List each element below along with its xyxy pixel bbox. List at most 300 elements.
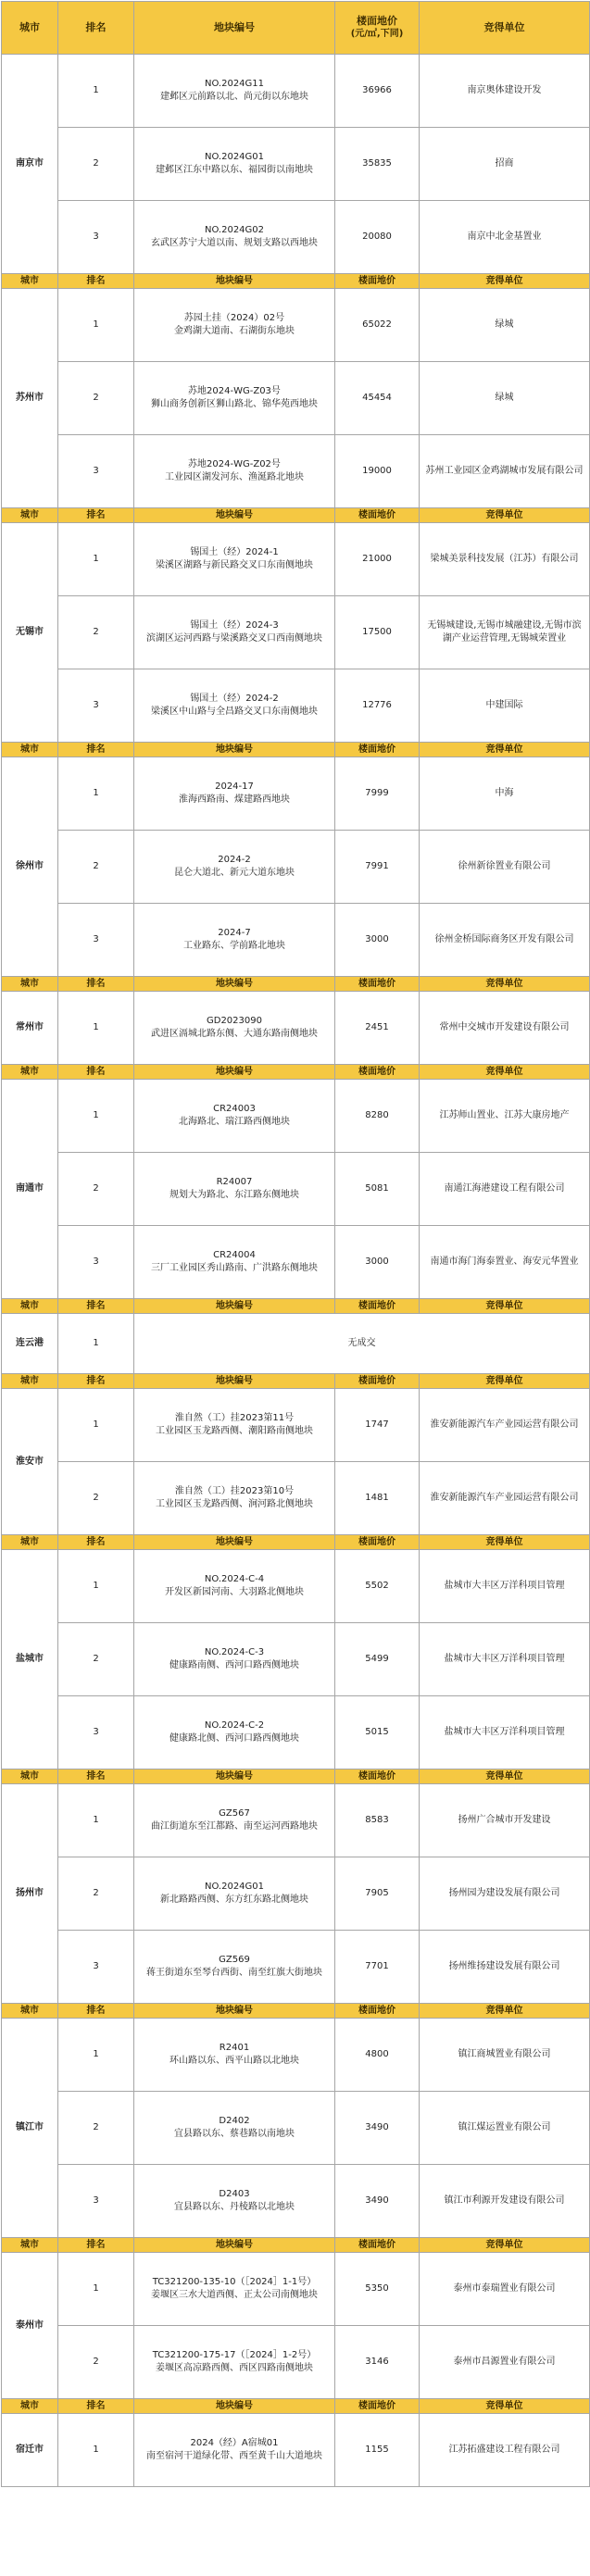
header-price-label: 楼面地价: [358, 2239, 395, 2250]
table-row: [2, 1550, 590, 1623]
header-row: [2, 2399, 590, 2414]
header-rank: 排名: [58, 2238, 134, 2253]
plot-cell: [134, 1080, 335, 1153]
header-price-label: 楼面地价: [358, 1066, 395, 1077]
table-row: [2, 289, 590, 362]
header-rank: 排名: [58, 1769, 134, 1784]
plot-location: 蒋王街道东至琴台西街、南至红旗大街地块: [146, 1968, 322, 1978]
winner-cell: 淮安新能源汽车产业园运营有限公司: [420, 1462, 590, 1535]
plot-cell: [134, 362, 335, 435]
price-cell: 5499: [335, 1623, 420, 1696]
header-price: [335, 2238, 420, 2253]
price-cell: 3000: [335, 1226, 420, 1299]
plot-location: 工业园区玉龙路西侧、潮阳路南侧地块: [156, 1426, 313, 1436]
rank-cell: 3: [58, 1696, 134, 1769]
plot-location: 三厂工业园区秀山路南、广洪路东侧地块: [151, 1263, 318, 1273]
header-winner: 竞得单位: [420, 508, 590, 523]
winner-cell: 徐州金桥国际商务区开发有限公司: [420, 904, 590, 977]
rank-cell: 3: [58, 904, 134, 977]
table-row: [2, 128, 590, 201]
rank-cell: 1: [58, 757, 134, 831]
table-row: [2, 669, 590, 743]
price-cell: 19000: [335, 435, 420, 508]
header-price-label: 楼面地价: [358, 1770, 395, 1782]
plot-cell: [134, 435, 335, 508]
plot-code: TC321200-135-10（［2024］1-1号）: [152, 2277, 317, 2287]
price-cell: 12776: [335, 669, 420, 743]
plot-location: 工业路东、学前路北地块: [183, 941, 285, 951]
header-winner: 竞得单位: [420, 1769, 590, 1784]
rank-cell: 2: [58, 2326, 134, 2399]
plot-code: 锡国土（经）2024-3: [190, 620, 279, 631]
table-row: [2, 435, 590, 508]
plot-code: 锡国土（经）2024-1: [190, 547, 279, 557]
rank-cell: 2: [58, 362, 134, 435]
plot-location: 开发区新园河南、大羽路北侧地块: [165, 1587, 304, 1597]
plot-location: 环山路以东、西平山路以北地块: [169, 2056, 299, 2066]
rank-cell: 1: [58, 1080, 134, 1153]
plot-location: 姜堰区高凉路西侧、西区四路南侧地块: [156, 2363, 313, 2373]
plot-location: 南至宿河干道绿化带、西至黄千山大道地块: [146, 2451, 322, 2461]
plot-location: 健康路北侧、西河口路西侧地块: [169, 1733, 299, 1744]
winner-cell: 苏州工业园区金鸡湖城市发展有限公司: [420, 435, 590, 508]
city-name: 淮安市: [2, 1389, 58, 1535]
plot-code: GD2023090: [207, 1016, 262, 1026]
plot-code: 2024-2: [218, 855, 251, 865]
header-price: [335, 977, 420, 992]
header-price: [335, 2399, 420, 2414]
price-cell: 2451: [335, 992, 420, 1065]
header-winner: 竞得单位: [420, 274, 590, 289]
table-row: [2, 596, 590, 669]
header-city: 城市: [2, 1769, 58, 1784]
rank-cell: 2: [58, 831, 134, 904]
plot-cell: [134, 1696, 335, 1769]
plot-code: 淮自然（工）挂2023第11号: [174, 1413, 295, 1423]
winner-cell: 徐州新徐置业有限公司: [420, 831, 590, 904]
header-plot: 地块编号: [134, 508, 335, 523]
rank-cell: 1: [58, 523, 134, 596]
winner-cell: 中海: [420, 757, 590, 831]
city-name: 盐城市: [2, 1550, 58, 1769]
winner-cell: 无锡城建设,无锡市城融建设,无锡市滨湖产业运营管理,无锡城荣置业: [420, 596, 590, 669]
header-rank: 排名: [58, 1535, 134, 1550]
winner-cell: 中建国际: [420, 669, 590, 743]
rank-cell: 1: [58, 1784, 134, 1857]
price-cell: 5350: [335, 2253, 420, 2326]
header-plot: 地块编号: [134, 2, 335, 55]
table-row: [2, 757, 590, 831]
winner-cell: 梁城美景科技发展（江苏）有限公司: [420, 523, 590, 596]
plot-cell: [134, 128, 335, 201]
header-city: 城市: [2, 274, 58, 289]
plot-code: TC321200-175-17（［2024］1-2号）: [152, 2350, 317, 2360]
header-winner: 竞得单位: [420, 1535, 590, 1550]
plot-cell: [134, 2165, 335, 2238]
header-plot: 地块编号: [134, 743, 335, 757]
city-name: 苏州市: [2, 289, 58, 508]
winner-cell: 扬州广合城市开发建设: [420, 1784, 590, 1857]
plot-code: 苏园土挂（2024）02号: [183, 313, 285, 323]
city-name: 扬州市: [2, 1784, 58, 2004]
header-city: 城市: [2, 2238, 58, 2253]
price-cell: 7991: [335, 831, 420, 904]
plot-location: 建邺区元前路以北、尚元街以东地块: [160, 92, 308, 102]
header-city: 城市: [2, 2399, 58, 2414]
header-price-label: 楼面地价: [358, 1375, 395, 1386]
rank-cell: 3: [58, 1226, 134, 1299]
header-price: [335, 1535, 420, 1550]
header-row: [2, 743, 590, 757]
header-winner: 竞得单位: [420, 1374, 590, 1389]
header-row: [2, 1299, 590, 1314]
price-cell: 7701: [335, 1931, 420, 2004]
header-winner: 竞得单位: [420, 2004, 590, 2019]
winner-cell: 常州中交城市开发建设有限公司: [420, 992, 590, 1065]
header-price-label: 楼面地价: [358, 1300, 395, 1311]
city-name: 镇江市: [2, 2019, 58, 2238]
table-row: [2, 2414, 590, 2487]
winner-cell: 南通市海门海泰置业、海安元华置业: [420, 1226, 590, 1299]
header-rank: 排名: [58, 1065, 134, 1080]
header-row: [2, 1535, 590, 1550]
header-plot: 地块编号: [134, 1299, 335, 1314]
header-plot: 地块编号: [134, 2004, 335, 2019]
winner-cell: 绿城: [420, 289, 590, 362]
header-price: [335, 508, 420, 523]
header-price: [335, 2004, 420, 2019]
rank-cell: 3: [58, 1931, 134, 2004]
table-row: [2, 1462, 590, 1535]
plot-cell: [134, 1784, 335, 1857]
rank-cell: 2: [58, 2092, 134, 2165]
plot-location: 宜县路以东、蔡巷路以南地块: [174, 2129, 295, 2139]
plot-location: 金鸡湖大道南、石湖街东地块: [174, 326, 295, 336]
header-winner: 竞得单位: [420, 977, 590, 992]
header-price: [335, 2, 420, 55]
header-price-label: 楼面地价: [358, 2005, 395, 2016]
plot-cell: [134, 1550, 335, 1623]
price-cell: 3490: [335, 2092, 420, 2165]
price-cell: 36966: [335, 55, 420, 128]
header-price-label: 楼面地价: [358, 275, 395, 286]
plot-code: NO.2024-C-2: [204, 1720, 265, 1731]
header-city: 城市: [2, 1374, 58, 1389]
header-price: [335, 1374, 420, 1389]
plot-cell: [134, 2414, 335, 2487]
plot-location: 梁溪区湖路与新民路交叉口东南侧地块: [156, 560, 313, 570]
header-city: 城市: [2, 1065, 58, 1080]
plot-location: 曲江街道东至江都路、南至运河西路地块: [151, 1821, 318, 1832]
plot-cell: [134, 201, 335, 274]
header-city: 城市: [2, 743, 58, 757]
price-cell: 7999: [335, 757, 420, 831]
header-winner: 竞得单位: [420, 2399, 590, 2414]
price-cell: 8583: [335, 1784, 420, 1857]
price-cell: 3146: [335, 2326, 420, 2399]
price-cell: 21000: [335, 523, 420, 596]
plot-cell: [134, 2019, 335, 2092]
plot-code: 2024-7: [218, 928, 251, 938]
header-price-label: 楼面地价: [358, 509, 395, 520]
plot-location: 狮山商务创新区狮山路北、锦华苑西地块: [151, 399, 318, 409]
city-name: 无锡市: [2, 523, 58, 743]
plot-location: 姜堰区三水大道西侧、正太公司南侧地块: [151, 2290, 318, 2300]
price-cell: 5081: [335, 1153, 420, 1226]
price-cell: 5502: [335, 1550, 420, 1623]
rank-cell: 2: [58, 1857, 134, 1931]
land-auction-table: [1, 1, 590, 2487]
plot-location: 梁溪区中山路与全昌路交叉口东南侧地块: [151, 707, 318, 717]
plot-code: CR24004: [213, 1250, 256, 1260]
plot-location: 工业园区玉龙路西侧、涧河路北侧地块: [156, 1499, 313, 1509]
rank-cell: 1: [58, 1314, 134, 1374]
rank-cell: 3: [58, 2165, 134, 2238]
table-row: [2, 1080, 590, 1153]
header-city: 城市: [2, 1299, 58, 1314]
plot-location: 滨湖区运河西路与梁溪路交叉口西南侧地块: [146, 633, 322, 644]
price-cell: 3000: [335, 904, 420, 977]
winner-cell: 江苏拓盛建设工程有限公司: [420, 2414, 590, 2487]
table-row: [2, 2165, 590, 2238]
city-name: 连云港: [2, 1314, 58, 1374]
winner-cell: 招商: [420, 128, 590, 201]
header-winner: 竞得单位: [420, 2238, 590, 2253]
header-rank: 排名: [58, 2399, 134, 2414]
header-rank: 排名: [58, 274, 134, 289]
no-deal-note: 无成交: [134, 1314, 590, 1374]
plot-code: GZ567: [219, 1808, 250, 1819]
plot-code: GZ569: [219, 1955, 250, 1965]
winner-cell: 扬州维扬建设发展有限公司: [420, 1931, 590, 2004]
plot-cell: [134, 523, 335, 596]
header-city: 城市: [2, 1535, 58, 1550]
rank-cell: 3: [58, 201, 134, 274]
header-rank: 排名: [58, 2, 134, 55]
plot-cell: [134, 2326, 335, 2399]
plot-cell: [134, 1623, 335, 1696]
winner-cell: 盐城市大丰区万洋科项目管理: [420, 1550, 590, 1623]
price-cell: 7905: [335, 1857, 420, 1931]
rank-cell: 2: [58, 1153, 134, 1226]
city-name: 南京市: [2, 55, 58, 274]
plot-code: 2024（经）A宿城01: [190, 2438, 279, 2448]
plot-code: NO.2024G11: [204, 79, 265, 89]
price-cell: 3490: [335, 2165, 420, 2238]
plot-location: 工业园区湖发河东、渔涎路北地块: [165, 472, 304, 482]
rank-cell: 1: [58, 992, 134, 1065]
plot-code: 苏地2024-WG-Z02号: [188, 459, 281, 469]
table-row: [2, 1857, 590, 1931]
header-price: [335, 1769, 420, 1784]
plot-cell: [134, 1857, 335, 1931]
city-name: 南通市: [2, 1080, 58, 1299]
rank-cell: 2: [58, 1623, 134, 1696]
winner-cell: 南京中北金基置业: [420, 201, 590, 274]
plot-location: 玄武区苏宁大道以南、规划支路以西地块: [151, 238, 318, 248]
plot-cell: [134, 669, 335, 743]
price-cell: 1747: [335, 1389, 420, 1462]
plot-code: 锡国土（经）2024-2: [190, 694, 279, 704]
rank-cell: 2: [58, 128, 134, 201]
table-row: [2, 1931, 590, 2004]
city-name: 宿迁市: [2, 2414, 58, 2487]
winner-cell: 绿城: [420, 362, 590, 435]
rank-cell: 1: [58, 1389, 134, 1462]
table-row: [2, 1784, 590, 1857]
plot-code: NO.2024-C-3: [204, 1647, 265, 1657]
header-row: [2, 2, 590, 55]
header-row: [2, 1374, 590, 1389]
winner-cell: 泰州市昌源置业有限公司: [420, 2326, 590, 2399]
price-cell: 20080: [335, 201, 420, 274]
header-rank: 排名: [58, 743, 134, 757]
table-row: [2, 904, 590, 977]
plot-location: 宜县路以东、丹棱路以北地块: [174, 2202, 295, 2212]
plot-cell: [134, 1226, 335, 1299]
header-rank: 排名: [58, 977, 134, 992]
header-row: [2, 977, 590, 992]
plot-cell: [134, 2092, 335, 2165]
winner-cell: 南京奥体建设开发: [420, 55, 590, 128]
header-plot: 地块编号: [134, 274, 335, 289]
plot-code: 2024-17: [215, 782, 254, 792]
winner-cell: 镇江商城置业有限公司: [420, 2019, 590, 2092]
table-row: [2, 201, 590, 274]
table-row: [2, 2253, 590, 2326]
table-row: [2, 55, 590, 128]
plot-cell: [134, 1931, 335, 2004]
header-city: 城市: [2, 508, 58, 523]
rank-cell: 2: [58, 1462, 134, 1535]
winner-cell: 南通江海港建设工程有限公司: [420, 1153, 590, 1226]
plot-cell: [134, 992, 335, 1065]
plot-cell: [134, 1462, 335, 1535]
header-row: [2, 1065, 590, 1080]
price-cell: 35835: [335, 128, 420, 201]
price-cell: 45454: [335, 362, 420, 435]
header-plot: 地块编号: [134, 1769, 335, 1784]
table-row: [2, 523, 590, 596]
plot-cell: [134, 1153, 335, 1226]
plot-code: NO.2024-C-4: [204, 1574, 265, 1584]
header-rank: 排名: [58, 1374, 134, 1389]
plot-code: R24007: [216, 1177, 253, 1187]
rank-cell: 1: [58, 2019, 134, 2092]
header-city: 城市: [2, 977, 58, 992]
plot-location: 淮海西路南、煤建路西地块: [179, 794, 290, 805]
header-winner: 竞得单位: [420, 743, 590, 757]
plot-cell: [134, 904, 335, 977]
winner-cell: 盐城市大丰区万洋科项目管理: [420, 1696, 590, 1769]
header-price: [335, 1065, 420, 1080]
winner-cell: 泰州市泰瑞置业有限公司: [420, 2253, 590, 2326]
plot-code: CR24003: [213, 1104, 256, 1114]
winner-cell: 淮安新能源汽车产业园运营有限公司: [420, 1389, 590, 1462]
price-cell: 1481: [335, 1462, 420, 1535]
header-row: [2, 1769, 590, 1784]
header-row: [2, 2238, 590, 2253]
rank-cell: 1: [58, 2414, 134, 2487]
plot-location: 健康路南侧、西河口路西侧地块: [169, 1660, 299, 1670]
header-price: [335, 274, 420, 289]
table-row: [2, 2019, 590, 2092]
plot-cell: [134, 596, 335, 669]
header-plot: 地块编号: [134, 977, 335, 992]
plot-code: 淮自然（工）挂2023第10号: [174, 1486, 295, 1496]
rank-cell: 2: [58, 596, 134, 669]
plot-cell: [134, 2253, 335, 2326]
header-price-label: 楼面地价: [358, 2400, 395, 2411]
winner-cell: 扬州园为建设发展有限公司: [420, 1857, 590, 1931]
header-row: [2, 2004, 590, 2019]
plot-location: 建邺区江东中路以东、福园街以南地块: [156, 165, 313, 175]
price-cell: 65022: [335, 289, 420, 362]
rank-cell: 1: [58, 2253, 134, 2326]
table-row: [2, 831, 590, 904]
winner-cell: 镇江煤运置业有限公司: [420, 2092, 590, 2165]
header-rank: 排名: [58, 1299, 134, 1314]
price-cell: 5015: [335, 1696, 420, 1769]
header-rank: 排名: [58, 508, 134, 523]
table-row: [2, 1696, 590, 1769]
city-name: 徐州市: [2, 757, 58, 977]
plot-cell: [134, 757, 335, 831]
table-row: [2, 1314, 590, 1374]
table-row: [2, 1226, 590, 1299]
plot-code: D2402: [219, 2116, 250, 2126]
header-price: [335, 1299, 420, 1314]
plot-cell: [134, 55, 335, 128]
plot-code: NO.2024G01: [204, 1882, 265, 1892]
table-row: [2, 1623, 590, 1696]
plot-code: NO.2024G02: [204, 225, 265, 235]
header-rank: 排名: [58, 2004, 134, 2019]
header-price-label: 楼面地价: [358, 1536, 395, 1547]
plot-cell: [134, 289, 335, 362]
header-row: [2, 274, 590, 289]
table-row: [2, 362, 590, 435]
plot-location: 新北路路西侧、东方红东路北侧地块: [160, 1894, 308, 1905]
table-row: [2, 992, 590, 1065]
table-row: [2, 1153, 590, 1226]
plot-code: D2403: [219, 2189, 250, 2199]
price-cell: 17500: [335, 596, 420, 669]
price-cell: 4800: [335, 2019, 420, 2092]
winner-cell: 盐城市大丰区万洋科项目管理: [420, 1623, 590, 1696]
rank-cell: 1: [58, 289, 134, 362]
plot-location: 武进区滆城北路东侧、大通东路南侧地块: [151, 1029, 318, 1039]
rank-cell: 1: [58, 1550, 134, 1623]
header-plot: 地块编号: [134, 2238, 335, 2253]
winner-cell: 镇江市利源开发建设有限公司: [420, 2165, 590, 2238]
header-plot: 地块编号: [134, 1535, 335, 1550]
city-name: 常州市: [2, 992, 58, 1065]
header-winner: 竞得单位: [420, 1299, 590, 1314]
plot-location: 北海路北、瑞江路西侧地块: [179, 1117, 290, 1127]
plot-code: NO.2024G01: [204, 152, 265, 162]
table-row: [2, 1389, 590, 1462]
plot-location: 昆仑大道北、新元大道东地块: [174, 868, 295, 878]
plot-code: R2401: [219, 2043, 250, 2053]
header-row: [2, 508, 590, 523]
header-price: [335, 743, 420, 757]
header-price-label: 楼面地价: [358, 744, 395, 755]
plot-cell: [134, 831, 335, 904]
city-name: 泰州市: [2, 2253, 58, 2399]
rank-cell: 1: [58, 55, 134, 128]
rank-cell: 3: [58, 435, 134, 508]
